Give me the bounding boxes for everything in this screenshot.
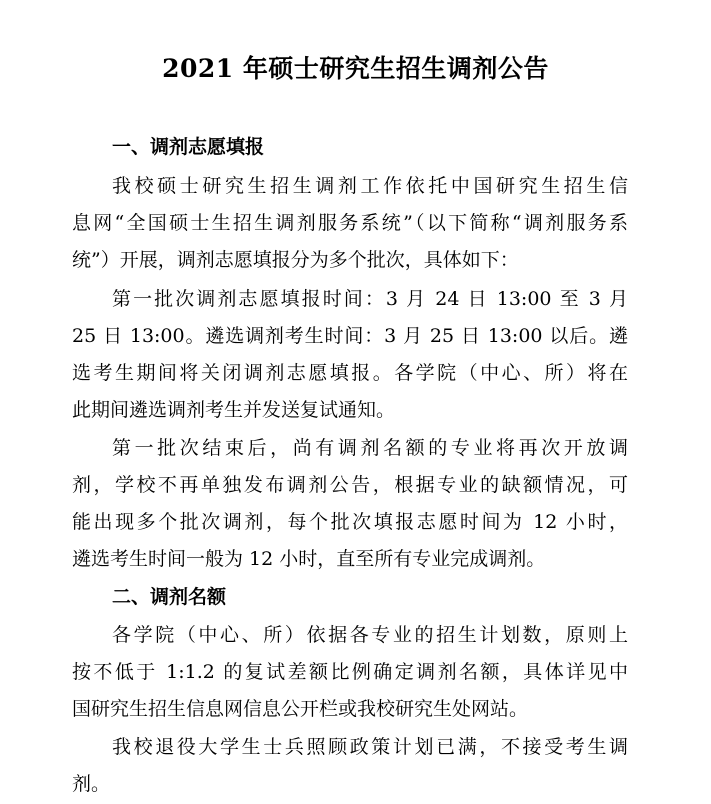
- paragraph-line: 统”）开展，调剂志愿填报分为多个批次，具体如下：: [72, 249, 519, 271]
- paragraph-line: 选考生期间将关闭调剂志愿填报。各学院（中心、所）将在: [72, 362, 628, 384]
- paragraph-line: 遴选考生时间一般为 12 小时，直至所有专业完成调剂。: [72, 548, 546, 570]
- paragraph-line: 25 日 13:00。遴选调剂考生时间：3 月 25 日 13:00 以后。遴: [72, 325, 628, 347]
- paragraph-line: 息网“全国硕士生招生调剂服务系统”（以下简称“调剂服务系: [72, 212, 628, 234]
- page-title: 2021 年硕士研究生招生调剂公告: [162, 54, 549, 83]
- section-heading-application: 一、调剂志愿填报: [112, 136, 265, 158]
- paragraph-line: 此期间遴选调剂考生并发送复试通知。: [72, 399, 396, 421]
- paragraph-line: 能出现多个批次调剂，每个批次填报志愿时间为 12 小时，: [72, 511, 628, 533]
- paragraph-line: 剂，学校不再单独发布调剂公告，根据专业的缺额情况，可: [72, 474, 628, 496]
- paragraph-line: 我校退役大学生士兵照顾政策计划已满，不接受考生调: [112, 736, 628, 758]
- paragraph-line: 第一批次调剂志愿填报时间：3 月 24 日 13:00 至 3 月: [112, 288, 628, 310]
- paragraph-line: 国研究生招生信息网信息公开栏或我校研究生处网站。: [72, 698, 529, 720]
- paragraph-line: 第一批次结束后，尚有调剂名额的专业将再次开放调: [112, 437, 628, 459]
- paragraph-line: 剂。: [72, 773, 111, 795]
- paragraph-line: 按不低于 1:1.2 的复试差额比例确定调剂名额，具体详见中: [72, 661, 628, 683]
- paragraph-line: 各学院（中心、所）依据各专业的招生计划数，原则上: [112, 624, 628, 646]
- paragraph-line: 我校硕士研究生招生调剂工作依托中国研究生招生信: [112, 175, 628, 197]
- section-heading-quota: 二、调剂名额: [112, 586, 227, 608]
